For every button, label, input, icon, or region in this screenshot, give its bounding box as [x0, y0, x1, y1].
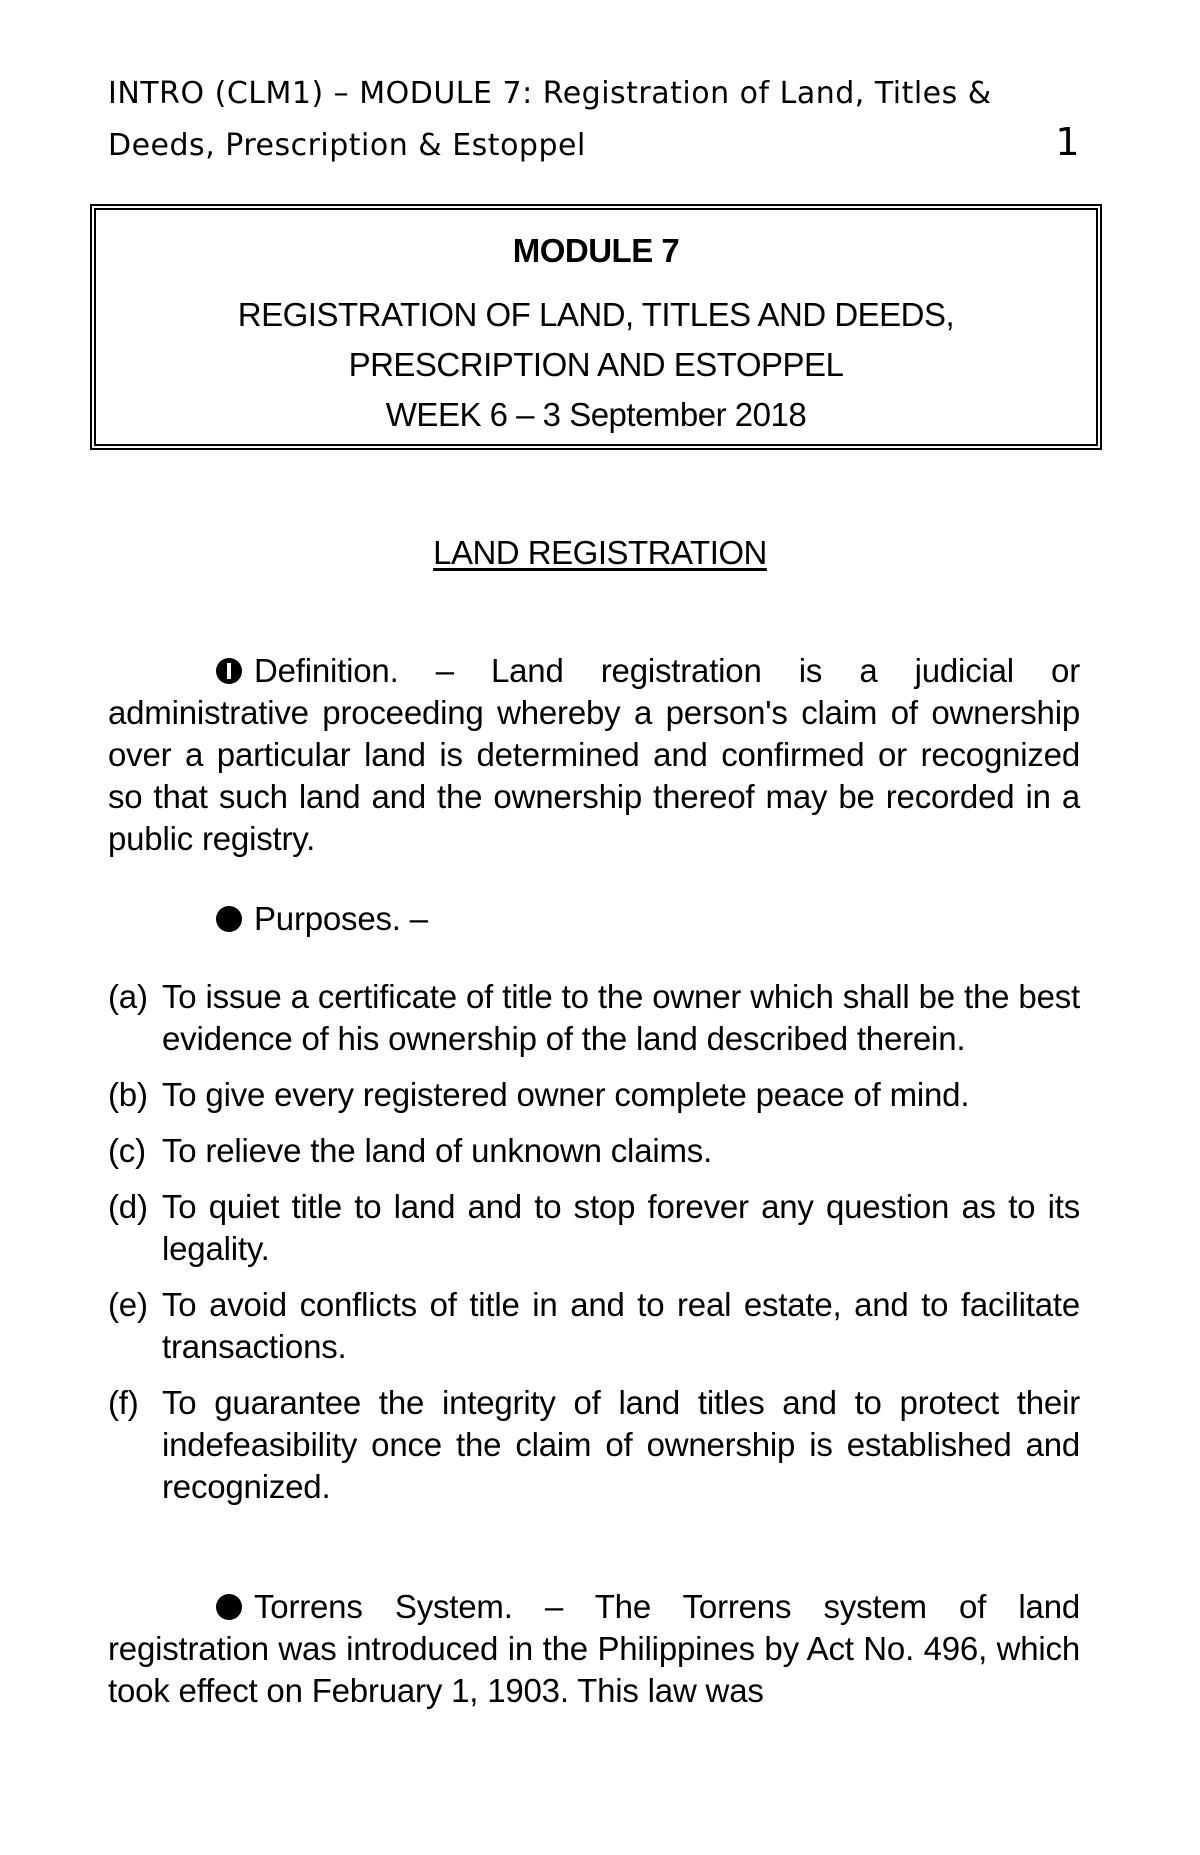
torrens-paragraph	[108, 1586, 1080, 1712]
bullet-icon	[216, 658, 242, 684]
list-item-text: To give every registered owner complete peace of mind.	[162, 1076, 970, 1113]
bullet-icon	[216, 1594, 242, 1620]
section-heading-text: LAND REGISTRATION	[433, 534, 767, 571]
purposes-list	[108, 976, 1080, 1522]
module-subtitle-line1: REGISTRATION OF LAND, TITLES AND DEEDS,	[237, 296, 955, 333]
header-title-line2-row	[108, 118, 1080, 170]
page-number: 1	[1055, 120, 1080, 164]
definition-paragraph	[108, 650, 1080, 860]
module-title: MODULE 7	[512, 232, 680, 269]
bullet-icon	[216, 906, 242, 932]
header-title-line2: Deeds, Prescription & Estoppel	[108, 128, 586, 163]
list-item-text: To avoid conflicts of title in and to real estate, and to facilitate transactions.	[162, 1286, 1080, 1365]
torrens-text: Torrens System. – The Torrens system of land registration was introduced in the Philippines by Act No. 496, which took effect on February 1, 1903. This law was	[108, 1588, 1080, 1709]
section-heading	[0, 534, 1200, 572]
list-item	[108, 976, 1080, 1060]
list-item	[108, 1284, 1080, 1368]
module-title-box	[90, 204, 1102, 450]
module-subtitle	[96, 290, 1096, 440]
list-marker: (b)	[108, 1076, 148, 1113]
list-marker: (d)	[108, 1188, 148, 1225]
definition-text: Definition. – Land registration is a judicial or administrative proceeding whereby a person's claim of ownership over a particular land is determined and confirmed or recognized so that such land and the ownership thereof may be recorded in a public registry.	[108, 652, 1080, 857]
purposes-paragraph	[108, 898, 1080, 940]
list-item-text: To relieve the land of unknown claims.	[162, 1132, 713, 1169]
header-title-line1: INTRO (CLM1) – MODULE 7: Registration of Land, Titles &	[108, 76, 992, 111]
page-header	[108, 70, 1080, 170]
list-item	[108, 1382, 1080, 1508]
list-marker: (e)	[108, 1286, 148, 1323]
list-item	[108, 1186, 1080, 1270]
list-item-text: To guarantee the integrity of land titles and to protect their indefeasibility once the claim of ownership is established and recognized.	[162, 1384, 1080, 1505]
list-item	[108, 1074, 1080, 1116]
list-item-text: To quiet title to land and to stop forever any question as to its legality.	[162, 1188, 1080, 1267]
list-marker: (c)	[108, 1132, 146, 1169]
module-week: WEEK 6 – 3 September 2018	[385, 396, 807, 433]
purposes-label: Purposes. –	[254, 900, 428, 937]
list-marker: (a)	[108, 978, 148, 1015]
module-subtitle-line2: PRESCRIPTION AND ESTOPPEL	[348, 346, 844, 383]
list-item	[108, 1130, 1080, 1172]
list-item-text: To issue a certificate of title to the owner which shall be the best evidence of his ownership of the land described therein.	[162, 978, 1080, 1057]
list-marker: (f)	[108, 1384, 139, 1421]
